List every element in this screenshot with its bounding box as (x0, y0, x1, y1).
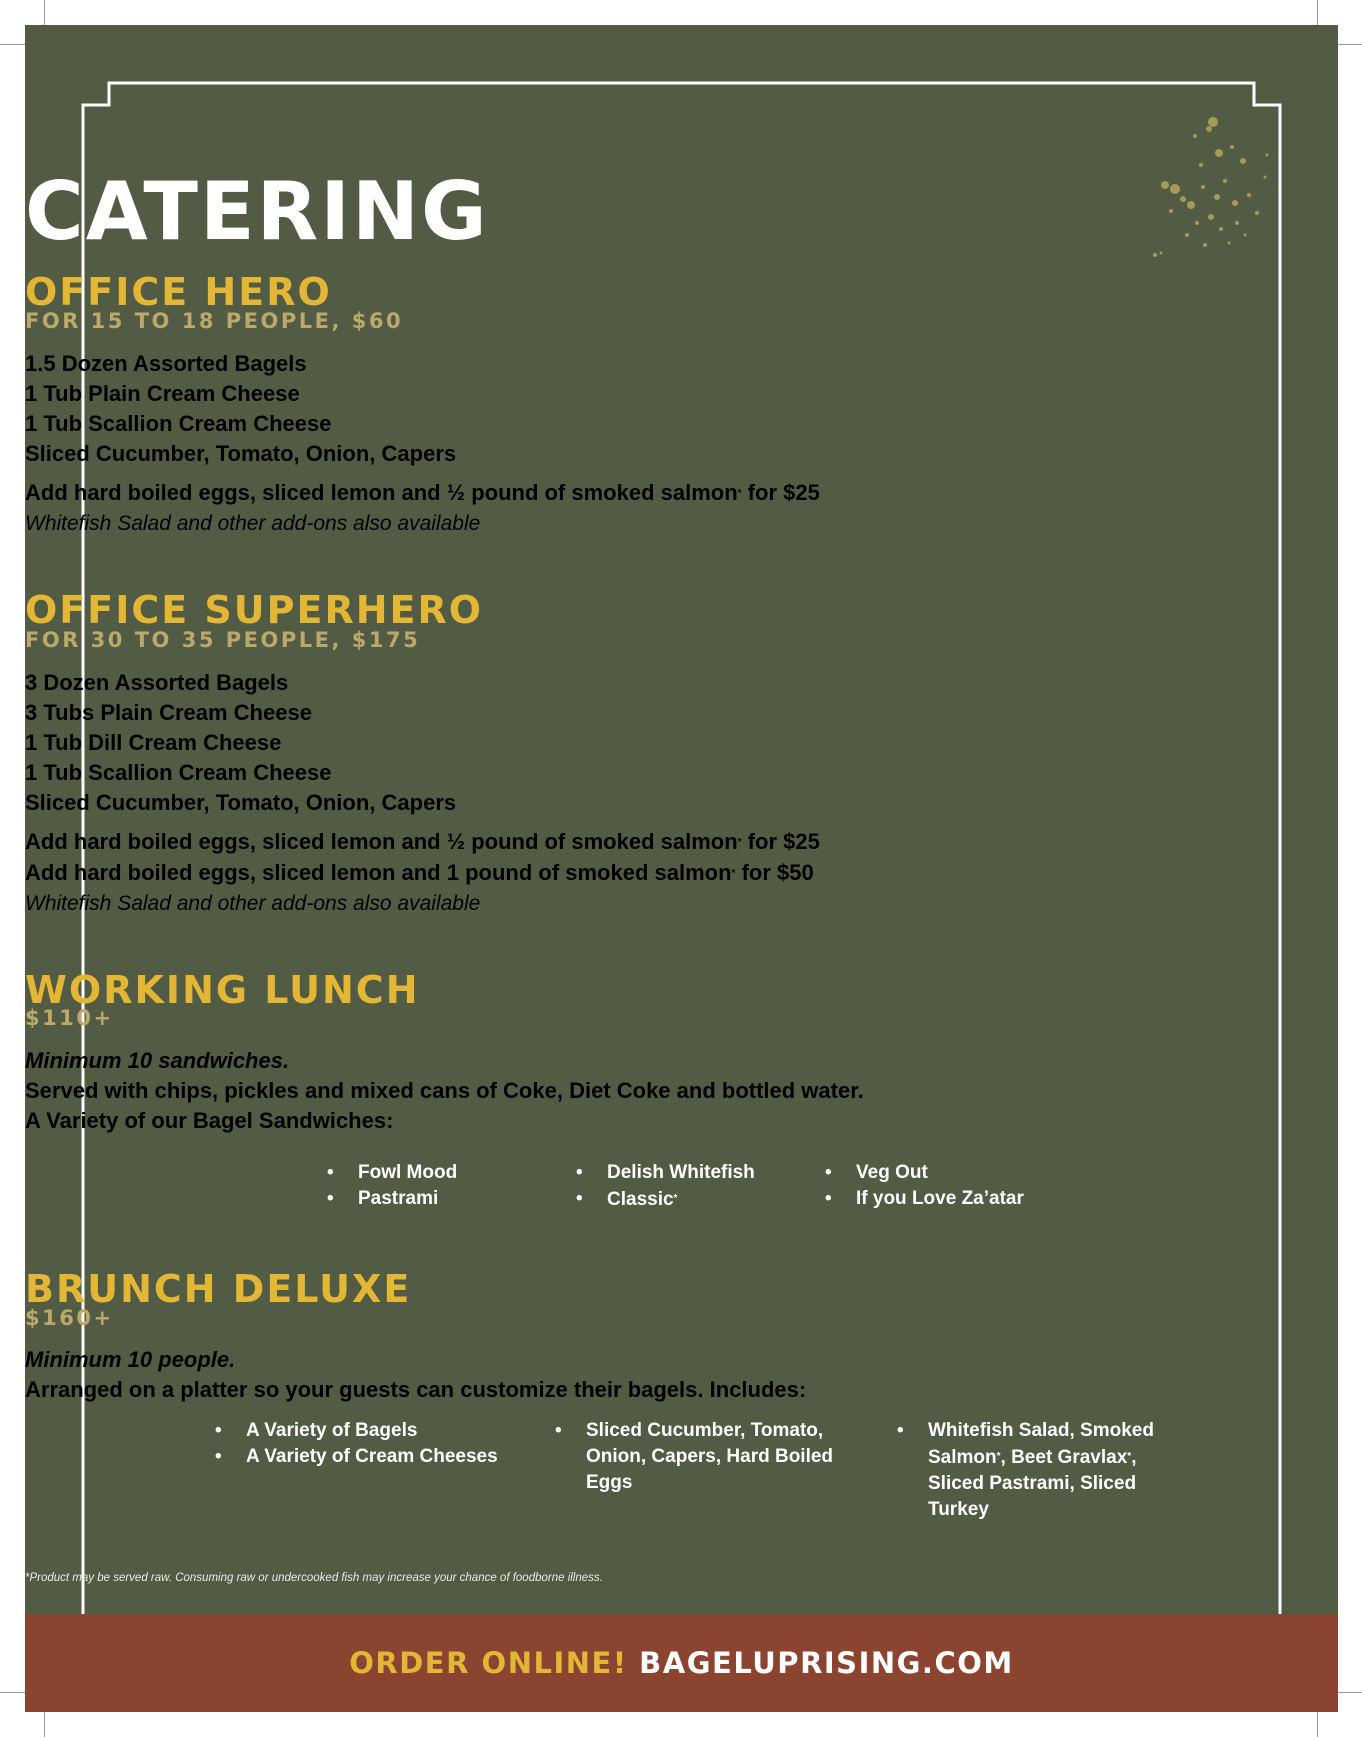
crop-mark (0, 1692, 25, 1693)
sandwich-item: • Fowl Mood (327, 1160, 557, 1186)
sandwich-item: • Pastrami (327, 1186, 557, 1212)
list-item: 1 Tub Dill Cream Cheese (25, 730, 282, 755)
sandwich-item: • Delish Whitefish (576, 1160, 806, 1186)
working-lunch-title: WORKING LUNCH (25, 968, 420, 1012)
list-item: 1 Tub Plain Cream Cheese (25, 381, 300, 406)
order-online-text (25, 1646, 1338, 1680)
list-item: Sliced Cucumber, Tomato, Onion, Capers (25, 790, 457, 815)
brunch-deluxe-price: $160+ (25, 1306, 114, 1330)
crop-mark (44, 1712, 45, 1737)
list-item: 1 Tub Scallion Cream Cheese (25, 760, 332, 785)
list-item: 3 Tubs Plain Cream Cheese (25, 700, 312, 725)
brunch-list-col1 (215, 1418, 525, 1470)
brunch-list-col3 (897, 1418, 1197, 1523)
brunch-list-col2 (555, 1418, 845, 1496)
addon-note: Whitefish Salad and other add-ons also available (25, 892, 481, 915)
office-hero-items (25, 349, 1338, 469)
office-hero-title: OFFICE HERO (25, 270, 332, 314)
crop-mark (1338, 44, 1362, 45)
office-superhero-subtitle: FOR 30 TO 35 PEOPLE, $175 (25, 628, 421, 652)
minimum-note: Minimum 10 sandwiches. (25, 1048, 290, 1073)
addon-note: Whitefish Salad and other add-ons also available (25, 512, 481, 535)
includes-text: Arranged on a platter so your guests can customize their bagels. Includes: (25, 1377, 807, 1402)
brunch-item: • A Variety of Cream Cheeses (215, 1444, 525, 1470)
working-lunch-list-col2 (576, 1160, 806, 1213)
catering-menu-page (25, 25, 1338, 1712)
office-superhero-addons (25, 827, 1338, 919)
addon-line: Add hard boiled eggs, sliced lemon and ½ pound of smoked salmon* for $25 (25, 480, 820, 505)
website-link[interactable]: BAGELUPRISING.COM (639, 1646, 1014, 1680)
office-hero-addons (25, 478, 1338, 539)
sandwich-item: • If you Love Za’atar (825, 1186, 1085, 1212)
order-online-label: ORDER ONLINE! (349, 1646, 628, 1680)
working-lunch-price: $110+ (25, 1006, 114, 1030)
raw-fish-disclaimer: *Product may be served raw. Consuming raw or undercooked fish may increase your chance of foodborne illness. (25, 1572, 603, 1584)
list-item: 1.5 Dozen Assorted Bagels (25, 351, 307, 376)
working-lunch-list-col3 (825, 1160, 1085, 1212)
crop-mark (1317, 0, 1318, 25)
list-item: Sliced Cucumber, Tomato, Onion, Capers (25, 441, 457, 466)
crop-mark (44, 0, 45, 25)
office-superhero-items (25, 668, 1338, 818)
addon-line: Add hard boiled eggs, sliced lemon and ½ pound of smoked salmon* for $25 (25, 829, 820, 854)
sandwich-item: • Classic* (576, 1186, 806, 1213)
list-item: 1 Tub Scallion Cream Cheese (25, 411, 332, 436)
list-item: 3 Dozen Assorted Bagels (25, 670, 289, 695)
office-superhero-title: OFFICE SUPERHERO (25, 588, 484, 632)
brunch-deluxe-details (25, 1345, 1338, 1405)
page-title: CATERING (25, 165, 489, 258)
addon-line: Add hard boiled eggs, sliced lemon and 1 pound of smoked salmon* for $50 (25, 860, 814, 885)
brunch-item: • Sliced Cucumber, Tomato, Onion, Capers, Hard Boiled Eggs (555, 1418, 845, 1496)
brunch-item: • Whitefish Salad, Smoked Salmon*, Beet Gravlax*, Sliced Pastrami, Sliced Turkey (897, 1418, 1197, 1523)
brunch-deluxe-title: BRUNCH DELUXE (25, 1267, 412, 1311)
crop-mark (1317, 1712, 1318, 1737)
office-hero-subtitle: FOR 15 TO 18 PEOPLE, $60 (25, 309, 404, 333)
served-with-text: Served with chips, pickles and mixed cans of Coke, Diet Coke and bottled water. (25, 1078, 864, 1103)
minimum-note: Minimum 10 people. (25, 1347, 236, 1372)
crop-mark (0, 44, 25, 45)
working-lunch-details (25, 1046, 1338, 1136)
brunch-item: • A Variety of Bagels (215, 1418, 525, 1444)
variety-text: A Variety of our Bagel Sandwiches: (25, 1108, 394, 1133)
crop-mark (1338, 1692, 1362, 1693)
sandwich-item: • Veg Out (825, 1160, 1085, 1186)
working-lunch-list-col1 (327, 1160, 557, 1212)
